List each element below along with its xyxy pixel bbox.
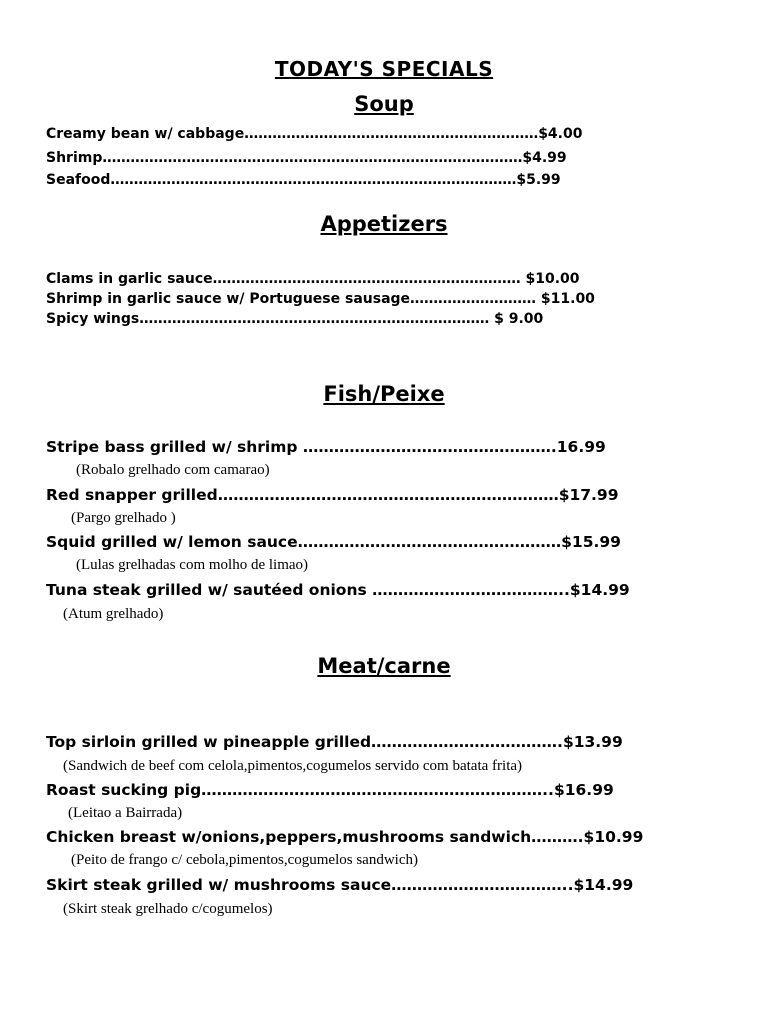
section-heading-fish: Fish/Peixe <box>323 382 445 406</box>
menu-item-note: (Atum grelhado) <box>63 606 164 622</box>
menu-item-line: Red snapper grilled…………………………………………………………$17.99 <box>46 486 619 504</box>
menu-item-line: Shrimp………………………………………………………………………………$4.99 <box>46 150 567 166</box>
menu-item-line: Chicken breast w/onions,peppers,mushrooms sandwich……….$10.99 <box>46 828 644 846</box>
menu-item-line: Spicy wings………………………………………………………………… $ 9.00 <box>46 311 544 327</box>
menu-item-line: Clams in garlic sauce………………………………………………………… $10.00 <box>46 271 580 287</box>
menu-item-line: Top sirloin grilled w pineapple grilled……………………………….$13.99 <box>46 733 623 751</box>
menu-item-note: (Lulas grelhadas com molho de limao) <box>76 557 309 573</box>
menu-item-line: Squid grilled w/ lemon sauce……………………………………………$15.99 <box>46 533 621 551</box>
menu-item-note: (Robalo grelhado com camarao) <box>76 462 270 478</box>
menu-item-note: (Sandwich de beef com celola,pimentos,cogumelos servido com batata frita) <box>63 758 523 774</box>
menu-item-note: (Leitao a Bairrada) <box>68 805 183 821</box>
menu-item-line: Tuna steak grilled w/ sautéed onions ………………………………..$14.99 <box>46 581 630 599</box>
menu-item-line: Stripe bass grilled w/ shrimp ………………………………………….16.99 <box>46 438 606 456</box>
page-title: TODAY'S SPECIALS <box>274 57 494 81</box>
menu-item-note: (Peito de frango c/ cebola,pimentos,cogumelos sandwich) <box>71 852 418 868</box>
section-heading-appetizers: Appetizers <box>320 212 448 236</box>
menu-item-line: Creamy bean w/ cabbage………………………………………………………$4.00 <box>46 126 583 142</box>
menu-item-line: Roast sucking pig…………………………………………………………..$16.99 <box>46 781 614 799</box>
menu-item-line: Skirt steak grilled w/ mushrooms sauce……………………………..$14.99 <box>46 876 634 894</box>
section-heading-meat: Meat/carne <box>317 654 451 678</box>
section-heading-soup: Soup <box>354 92 414 116</box>
menu-item-note: (Skirt steak grelhado c/cogumelos) <box>63 901 273 917</box>
menu-item-line: Shrimp in garlic sauce w/ Portuguese sausage……………………… $11.00 <box>46 291 595 307</box>
menu-item-line: Seafood……………………………………………………………………………$5.99 <box>46 172 561 188</box>
menu-item-note: (Pargo grelhado ) <box>71 510 176 526</box>
